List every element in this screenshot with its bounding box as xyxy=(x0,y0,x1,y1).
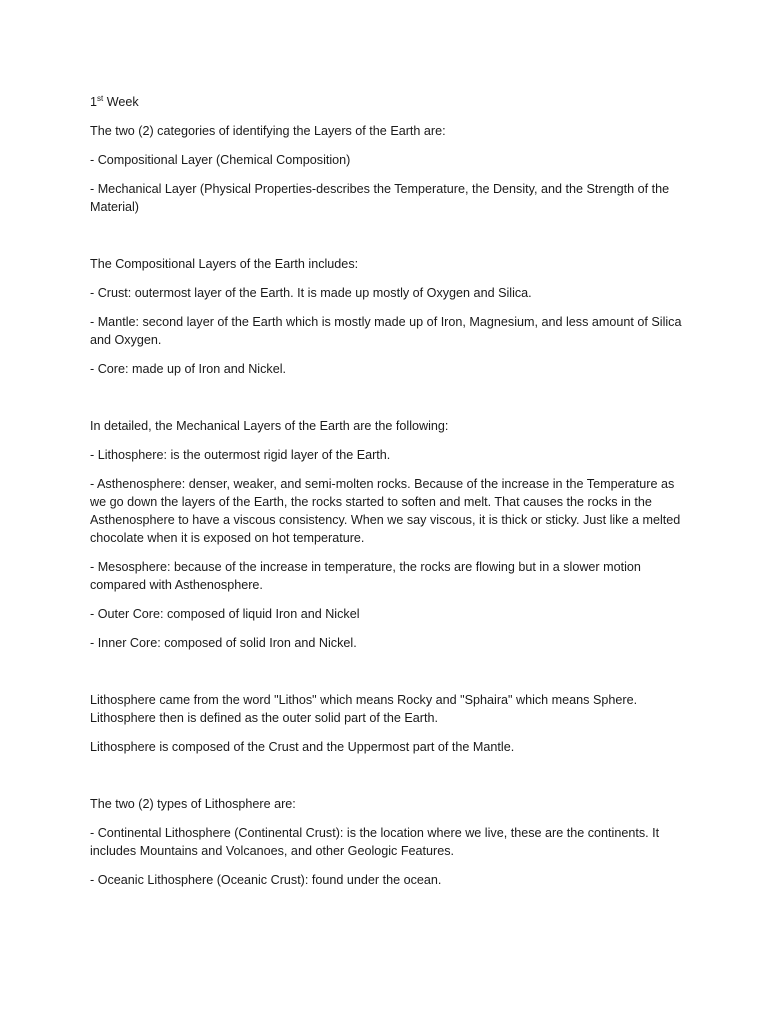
lithosphere-composition: Lithosphere is composed of the Crust and the Uppermost part of the Mantle. xyxy=(90,740,515,754)
layer-item-lithosphere: - Lithosphere: is the outermost rigid layer of the Earth. xyxy=(90,448,391,462)
layer-item-core: - Core: made up of Iron and Nickel. xyxy=(90,362,286,376)
week-ordinal-suffix: st xyxy=(97,93,104,103)
layer-item-asthenosphere: - Asthenosphere: denser, weaker, and semi-molten rocks. Because of the increase in the Temperature as we go down the layers of the Earth, the rocks started to soften and melt. That causes the rocks in the Asthenosphere to have a viscous consistency. When we say viscous, it is thick or sticky. Just like a melted chocolate when it is exposed on hot temperature. xyxy=(90,477,681,545)
layer-item-mesosphere: - Mesosphere: because of the increase in temperature, the rocks are flowing but in a slower motion compared with Asthenosphere. xyxy=(90,560,641,592)
type-item-continental: - Continental Lithosphere (Continental Crust): is the location where we live, these are the continents. It includes Mountains and Volcanoes, and other Geologic Features. xyxy=(90,826,660,858)
section-spacer xyxy=(90,227,690,255)
lithosphere-types-intro: The two (2) types of Lithosphere are: xyxy=(90,797,296,811)
category-item-compositional: - Compositional Layer (Chemical Composition) xyxy=(90,153,351,167)
layer-item-mantle: - Mantle: second layer of the Earth which is mostly made up of Iron, Magnesium, and less amount of Silica and Oxygen. xyxy=(90,315,682,347)
section-spacer xyxy=(90,767,690,795)
layer-item-crust: - Crust: outermost layer of the Earth. It is made up mostly of Oxygen and Silica. xyxy=(90,286,532,300)
week-word: Week xyxy=(103,95,139,109)
layer-item-outer-core: - Outer Core: composed of liquid Iron and Nickel xyxy=(90,607,360,621)
week-number: 1 xyxy=(90,95,98,109)
compositional-layers-intro: The Compositional Layers of the Earth includes: xyxy=(90,257,359,271)
section-spacer xyxy=(90,663,690,691)
category-item-mechanical: - Mechanical Layer (Physical Properties-describes the Temperature, the Density, and the Strength of the Material) xyxy=(90,182,670,214)
document-page xyxy=(90,93,690,900)
categories-intro: The two (2) categories of identifying the Layers of the Earth are: xyxy=(90,124,446,138)
mechanical-layers-intro: In detailed, the Mechanical Layers of the Earth are the following: xyxy=(90,419,449,433)
week-heading xyxy=(90,93,690,111)
section-spacer xyxy=(90,389,690,417)
type-item-oceanic: - Oceanic Lithosphere (Oceanic Crust): found under the ocean. xyxy=(90,873,442,887)
layer-item-inner-core: - Inner Core: composed of solid Iron and Nickel. xyxy=(90,636,357,650)
lithosphere-definition: Lithosphere came from the word "Lithos" which means Rocky and "Sphaira" which means Sphere. Lithosphere then is defined as the outer solid part of the Earth. xyxy=(90,693,638,725)
